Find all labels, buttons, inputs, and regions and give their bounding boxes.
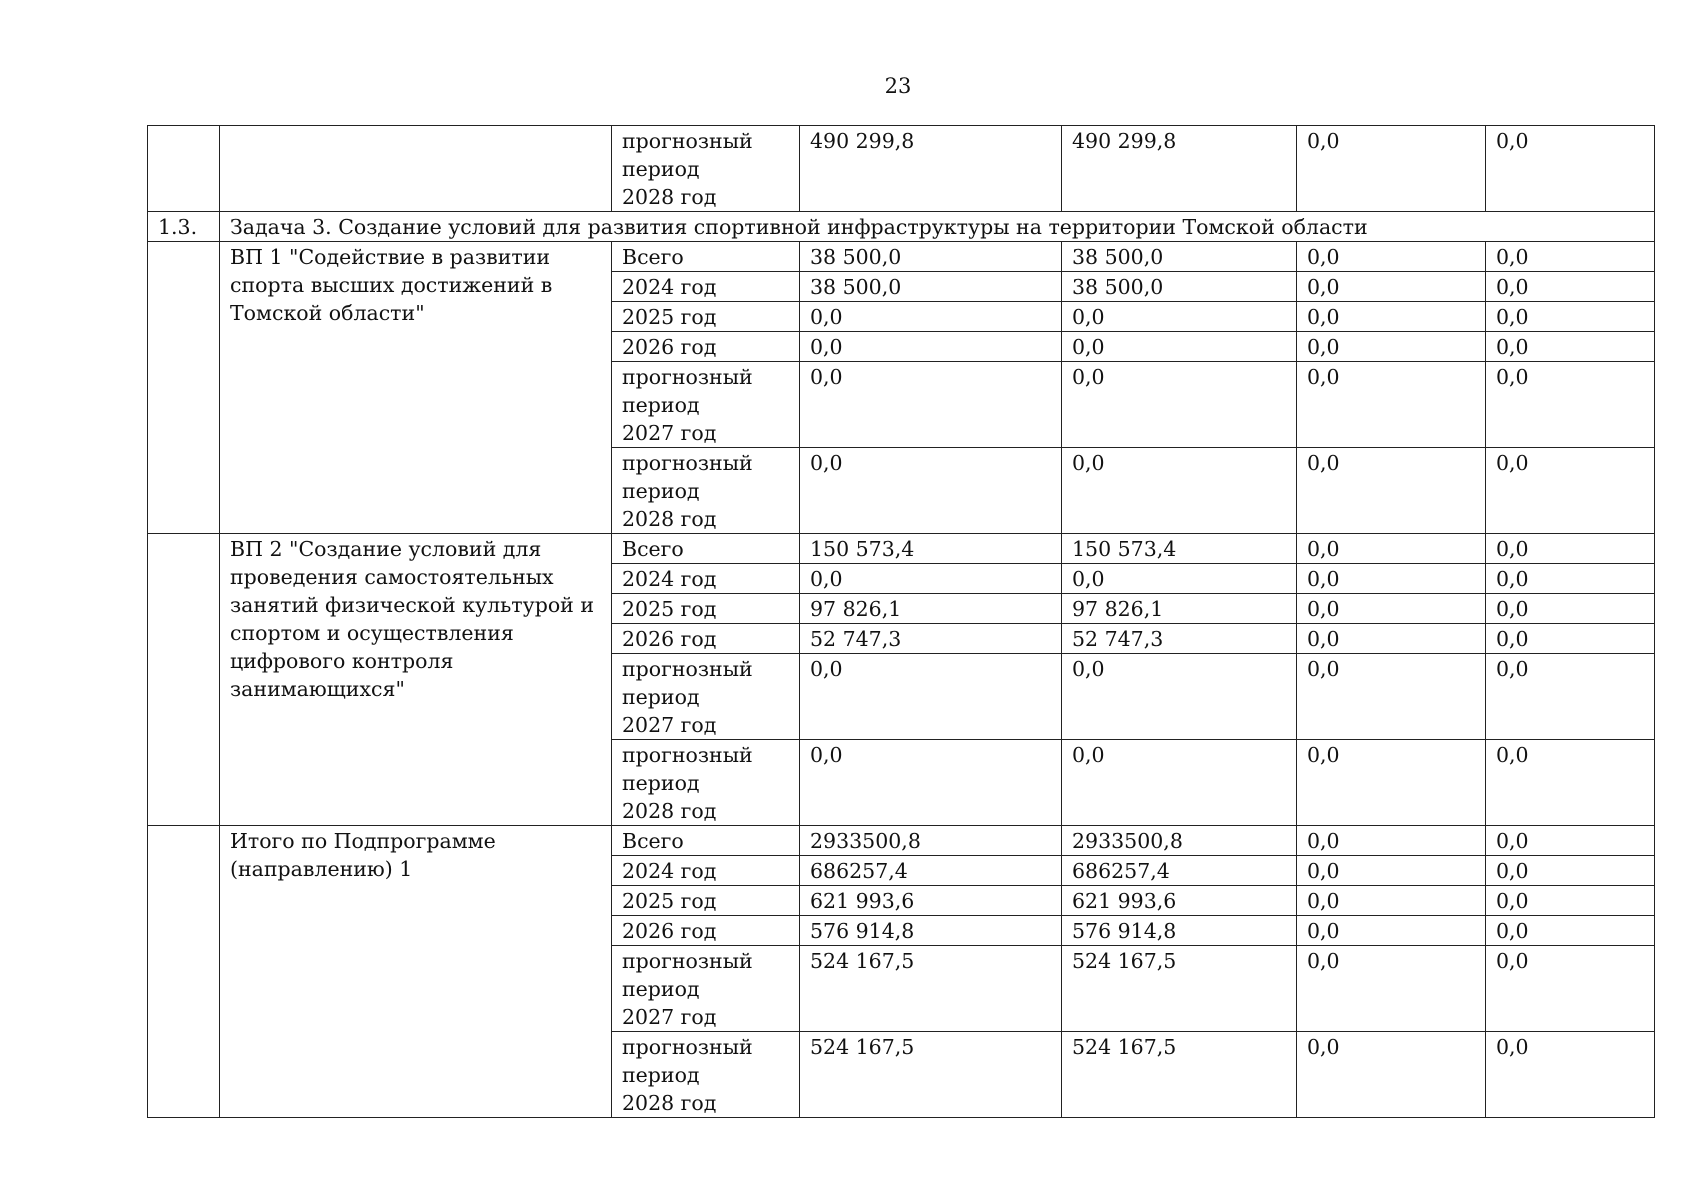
value-cell: 0,0 — [1486, 448, 1655, 534]
value-cell: 0,0 — [1486, 1032, 1655, 1118]
value-cell: 0,0 — [1062, 740, 1297, 826]
period-line: прогнозный — [622, 129, 753, 153]
period-line: период — [622, 977, 700, 1001]
period-line: прогнозный — [622, 949, 753, 973]
period-cell — [612, 654, 800, 740]
value-cell: 0,0 — [1486, 916, 1655, 946]
task-row — [148, 212, 1655, 242]
name-cell — [220, 126, 612, 212]
value-cell: 524 167,5 — [1062, 946, 1297, 1032]
value-cell: 0,0 — [1486, 624, 1655, 654]
value-cell: 0,0 — [800, 740, 1062, 826]
value-cell: 0,0 — [1297, 624, 1486, 654]
period-cell — [612, 332, 800, 362]
period-line: период — [622, 685, 700, 709]
value-cell: 2933500,8 — [1062, 826, 1297, 856]
period-line: Всего — [622, 245, 684, 269]
period-cell — [612, 624, 800, 654]
value-cell: 524 167,5 — [800, 1032, 1062, 1118]
value-cell: 0,0 — [1486, 126, 1655, 212]
period-line: 2024 год — [622, 567, 717, 591]
value-cell: 2933500,8 — [800, 826, 1062, 856]
value-cell: 0,0 — [1486, 362, 1655, 448]
page-number: 23 — [884, 74, 912, 98]
number-cell — [148, 126, 220, 212]
value-cell: 621 993,6 — [1062, 886, 1297, 916]
value-cell: 0,0 — [1297, 242, 1486, 272]
period-cell — [612, 272, 800, 302]
group-name-cell: ВП 2 "Создание условий для проведения самостоятельных занятий физической культурой и спортом и осуществления цифрового контроля занимающихся" — [220, 534, 612, 826]
period-line: период — [622, 771, 700, 795]
value-cell: 0,0 — [1062, 564, 1297, 594]
value-cell: 0,0 — [1297, 594, 1486, 624]
table-row — [148, 534, 1655, 564]
value-cell: 52 747,3 — [1062, 624, 1297, 654]
period-line: 2024 год — [622, 859, 717, 883]
period-line: 2028 год — [622, 507, 717, 531]
value-cell: 0,0 — [1486, 332, 1655, 362]
period-cell — [612, 362, 800, 448]
period-cell — [612, 534, 800, 564]
number-cell — [148, 826, 220, 1118]
value-cell: 0,0 — [1297, 654, 1486, 740]
period-line: 2027 год — [622, 713, 717, 737]
period-line: прогнозный — [622, 365, 753, 389]
period-line: период — [622, 157, 700, 181]
budget-table — [147, 125, 1655, 1118]
value-cell: 524 167,5 — [1062, 1032, 1297, 1118]
period-line: 2025 год — [622, 889, 717, 913]
period-line: прогнозный — [622, 1035, 753, 1059]
value-cell: 0,0 — [1297, 272, 1486, 302]
value-cell: 0,0 — [1297, 946, 1486, 1032]
value-cell: 490 299,8 — [800, 126, 1062, 212]
period-line: прогнозный — [622, 451, 753, 475]
value-cell: 0,0 — [1062, 362, 1297, 448]
value-cell: 576 914,8 — [800, 916, 1062, 946]
value-cell: 0,0 — [1297, 302, 1486, 332]
value-cell: 38 500,0 — [800, 272, 1062, 302]
period-cell — [612, 1032, 800, 1118]
value-cell: 0,0 — [1062, 302, 1297, 332]
value-cell: 0,0 — [1062, 448, 1297, 534]
period-line: Всего — [622, 829, 684, 853]
period-cell — [612, 302, 800, 332]
period-cell — [612, 886, 800, 916]
value-cell: 52 747,3 — [800, 624, 1062, 654]
value-cell: 0,0 — [1062, 332, 1297, 362]
period-line: 2027 год — [622, 1005, 717, 1029]
value-cell: 0,0 — [1297, 332, 1486, 362]
period-cell — [612, 564, 800, 594]
period-line: прогнозный — [622, 657, 753, 681]
value-cell: 0,0 — [1486, 946, 1655, 1032]
value-cell: 490 299,8 — [1062, 126, 1297, 212]
value-cell: 0,0 — [800, 564, 1062, 594]
period-line: Всего — [622, 537, 684, 561]
value-cell: 0,0 — [1486, 740, 1655, 826]
table-row — [148, 126, 1655, 212]
period-cell — [612, 594, 800, 624]
period-cell — [612, 856, 800, 886]
period-line: 2024 год — [622, 275, 717, 299]
value-cell: 0,0 — [1486, 856, 1655, 886]
group-name-cell: ВП 1 "Содействие в развитии спорта высших достижений в Томской области" — [220, 242, 612, 534]
period-line: 2026 год — [622, 335, 717, 359]
period-line: 2028 год — [622, 799, 717, 823]
value-cell: 150 573,4 — [800, 534, 1062, 564]
value-cell: 97 826,1 — [1062, 594, 1297, 624]
value-cell: 0,0 — [800, 332, 1062, 362]
value-cell: 0,0 — [1297, 362, 1486, 448]
period-cell — [612, 916, 800, 946]
value-cell: 0,0 — [1297, 1032, 1486, 1118]
value-cell: 576 914,8 — [1062, 916, 1297, 946]
task-title: Задача 3. Создание условий для развития спортивной инфраструктуры на территории Томской области — [220, 212, 1655, 242]
value-cell: 0,0 — [800, 448, 1062, 534]
value-cell: 0,0 — [1486, 272, 1655, 302]
number-cell — [148, 534, 220, 826]
value-cell: 150 573,4 — [1062, 534, 1297, 564]
value-cell: 0,0 — [1297, 448, 1486, 534]
period-cell — [612, 826, 800, 856]
number-cell — [148, 242, 220, 534]
value-cell: 0,0 — [1062, 654, 1297, 740]
value-cell: 0,0 — [1297, 826, 1486, 856]
value-cell: 38 500,0 — [800, 242, 1062, 272]
period-line: 2028 год — [622, 185, 717, 209]
period-line: период — [622, 1063, 700, 1087]
value-cell: 524 167,5 — [800, 946, 1062, 1032]
value-cell: 0,0 — [1486, 654, 1655, 740]
value-cell: 0,0 — [1297, 886, 1486, 916]
value-cell: 38 500,0 — [1062, 272, 1297, 302]
value-cell: 0,0 — [1297, 564, 1486, 594]
value-cell: 0,0 — [1297, 916, 1486, 946]
value-cell: 0,0 — [1486, 242, 1655, 272]
period-cell — [612, 946, 800, 1032]
value-cell: 0,0 — [1297, 126, 1486, 212]
period-line: 2028 год — [622, 1091, 717, 1115]
value-cell: 0,0 — [800, 302, 1062, 332]
period-cell — [612, 242, 800, 272]
table-body — [148, 126, 1655, 1118]
value-cell: 0,0 — [1486, 594, 1655, 624]
value-cell: 0,0 — [1486, 302, 1655, 332]
value-cell: 0,0 — [1486, 826, 1655, 856]
value-cell: 0,0 — [1486, 886, 1655, 916]
value-cell: 621 993,6 — [800, 886, 1062, 916]
value-cell: 0,0 — [1297, 856, 1486, 886]
period-line: период — [622, 393, 700, 417]
period-line: 2025 год — [622, 597, 717, 621]
table-row — [148, 826, 1655, 856]
period-line: прогнозный — [622, 743, 753, 767]
period-line: 2026 год — [622, 919, 717, 943]
period-cell — [612, 448, 800, 534]
value-cell: 686257,4 — [1062, 856, 1297, 886]
period-line: 2025 год — [622, 305, 717, 329]
value-cell: 0,0 — [1486, 534, 1655, 564]
period-line: 2026 год — [622, 627, 717, 651]
value-cell: 0,0 — [1486, 564, 1655, 594]
value-cell: 97 826,1 — [800, 594, 1062, 624]
table-row — [148, 242, 1655, 272]
value-cell: 0,0 — [800, 654, 1062, 740]
value-cell: 686257,4 — [800, 856, 1062, 886]
value-cell: 0,0 — [1297, 534, 1486, 564]
period-cell — [612, 126, 800, 212]
period-line: 2027 год — [622, 421, 717, 445]
group-name-cell: Итого по Подпрограмме (направлению) 1 — [220, 826, 612, 1118]
period-line: период — [622, 479, 700, 503]
value-cell: 0,0 — [1297, 740, 1486, 826]
task-number: 1.3. — [148, 212, 220, 242]
value-cell: 0,0 — [800, 362, 1062, 448]
value-cell: 38 500,0 — [1062, 242, 1297, 272]
period-cell — [612, 740, 800, 826]
